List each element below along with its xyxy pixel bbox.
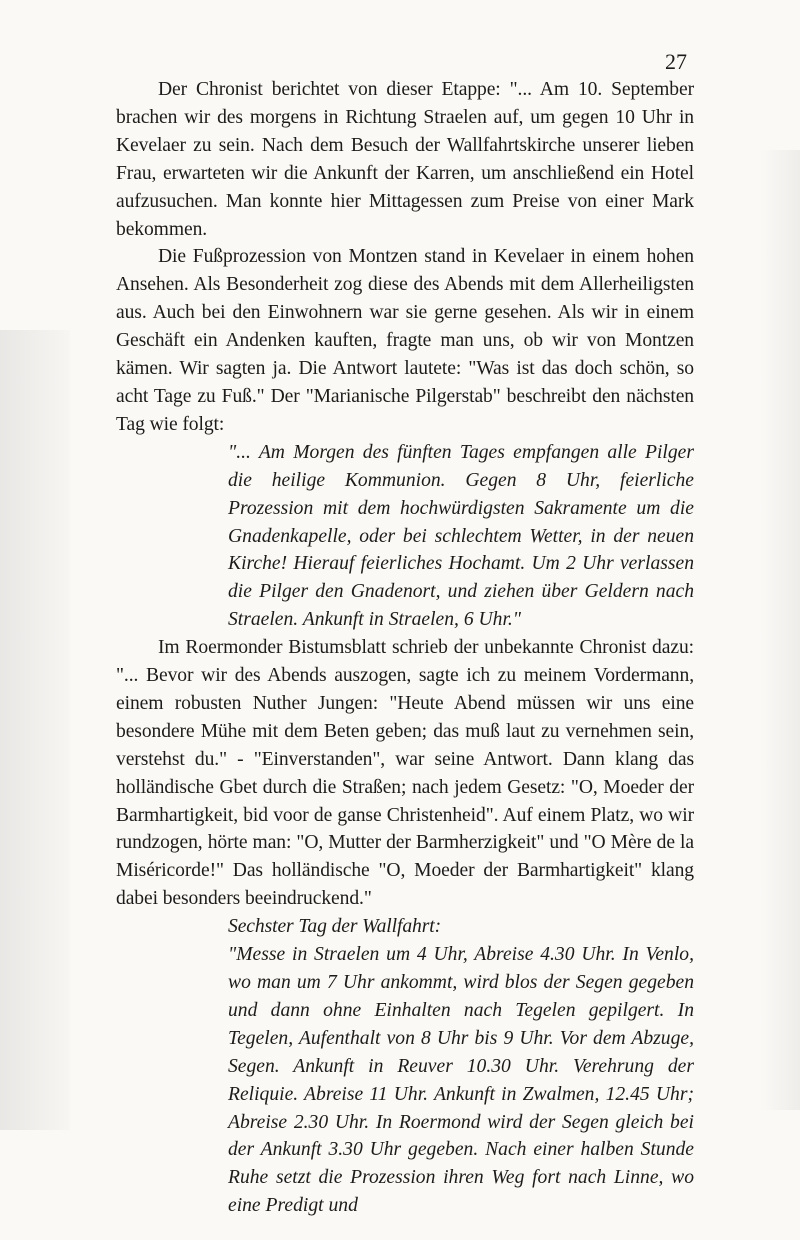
scan-shadow-right bbox=[760, 150, 800, 1110]
paragraph-bistumsblatt: Im Roermonder Bistumsblatt schrieb der unbekannte Chronist dazu: "... Bevor wir des Abends auszogen, sagte ich zu meinem Vordermann, einem robusten Nuther Jungen: "Heute Abend müssen wir uns eine besondere Mühe mit dem Beten geben; das muß laut zu vernehmen sein, verstehst du." - "Einverstanden", war seine Antwort. Dann klang das holländische Gbet durch die Straßen; nach jedem Gesetz: "O, Moeder der Barmhartigkeit, bid voor de ganse Christenheid". Auf einem Platz, wo wir rundzogen, hörte man: "O, Mutter der Barmherzigkeit" und "O Mère de la Miséricorde!" Das holländische "O, Moeder der Barmhartigkeit" klang dabei besonders beeindruckend." bbox=[116, 637, 694, 910]
quote-sechster-tag-heading: Sechster Tag der Wallfahrt: bbox=[228, 916, 442, 938]
quote-sechster-tag: "Messe in Straelen um 4 Uhr, Abreise 4.30 Uhr. In Venlo, wo man um 7 Uhr ankommt, wird blos der Segen gegeben und dann ohne Einhalten nach Tegelen gepilgert. In Tegelen, Aufenthalt von 8 Uhr bis 9 Uhr. Vor dem Abzuge, Segen. Ankunft in Reuver 10.30 Uhr. Verehrung der Reliquie. Abreise 11 Uhr. Ankunft in Zwalmen, 12.45 Uhr; Abreise 2.30 Uhr. In Roermond wird der Segen gleich bei der Ankunft 3.30 Uhr gegeben. Nach einer halben Stunde Ruhe setzt die Prozession ihren Weg fort nach Linne, wo eine Predigt und bbox=[228, 944, 694, 1217]
page-number: 27 bbox=[665, 49, 687, 74]
quote-fuenfter-tag: "... Am Morgen des fünften Tages empfangen alle Pilger die heilige Kommunion. Gegen 8 Uhr, feierliche Prozession mit dem hochwürdigsten Sakramente um die Gnadenkapelle, oder bei schlechtem Wetter, in der neuen Kirche! Hierauf feierliches Hochamt. Um 2 Uhr verlassen die Pilger den Gnadenort, und ziehen über Geldern nach Straelen. Ankunft in Straelen, 6 Uhr." bbox=[228, 441, 694, 631]
paragraph-fussprozession: Die Fußprozession von Montzen stand in Kevelaer in einem hohen Ansehen. Als Besonderheit zog diese des Abends mit dem Allerheiligsten aus. Auch bei den Einwohnern war sie gerne gesehen. Als wir in einem Geschäft ein Andenken kauften, fragte man uns, ob wir von Montzen kämen. Wir sagten ja. Die Antwort lautete: "Was ist das doch schön, so acht Tage zu Fuß." Der "Marianische Pilgerstab" beschreibt den nächsten Tag wie folgt: bbox=[116, 246, 694, 435]
page-body bbox=[116, 76, 694, 1220]
scan-shadow bbox=[0, 330, 70, 1130]
paragraph-chronist: Der Chronist berichtet von dieser Etappe: "... Am 10. September brachen wir des morgens in Richtung Straelen auf, um gegen 10 Uhr in Kevelaer zu sein. Nach dem Besuch der Wallfahrtskirche unserer lieben Frau, erwarteten wir die Ankunft der Karren, um anschließend ein Hotel aufzusuchen. Man konnte hier Mittagessen zum Preise von einer Mark bekommen. bbox=[116, 79, 694, 240]
